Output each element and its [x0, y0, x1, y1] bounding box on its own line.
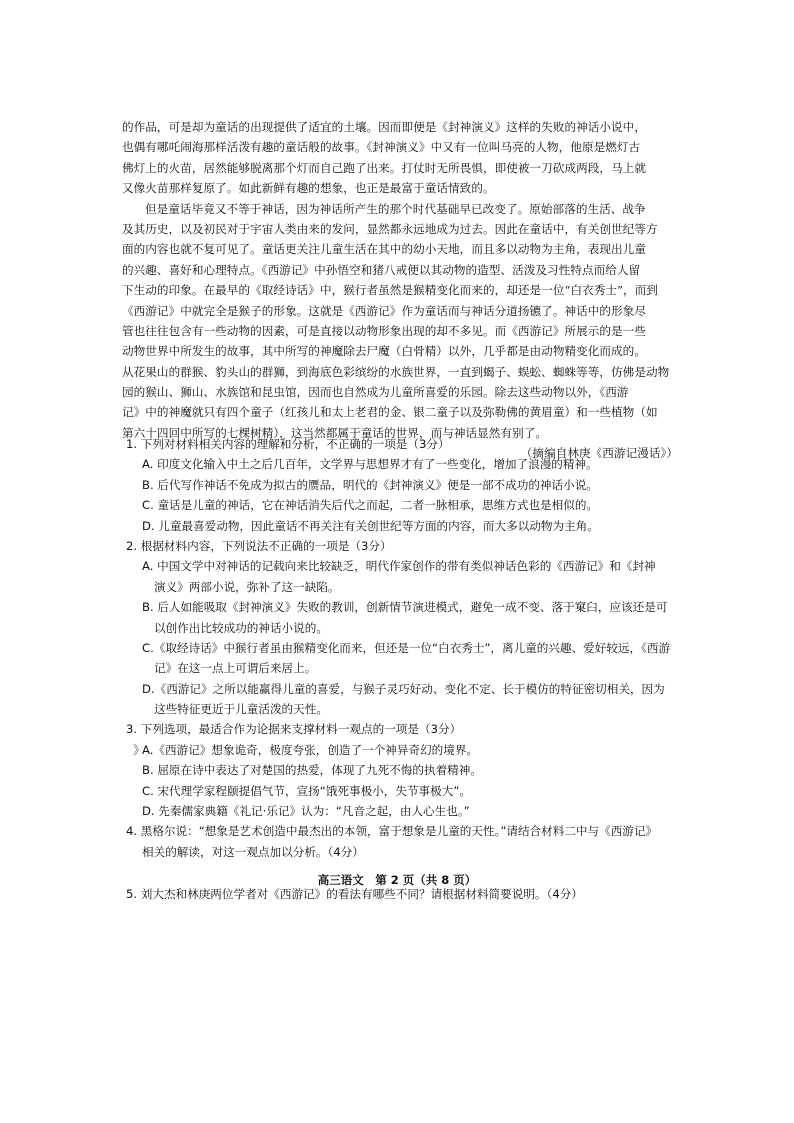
question-1-stem: 1. 下列对材料相关内容的理解和分析，不正确的一项是（3分）: [126, 437, 450, 451]
reading-passage: [122, 117, 678, 464]
passage-line: 及其历史，以及初民对于宇宙人类由来的发问，显然都永远地成为过去。因此在童话中，有关创世纪等方: [122, 221, 658, 236]
question-4-stem: 4. 黑格尔说：“想象是艺术创造中最杰出的本领，富于想象是儿童的天性。”请结合材料二中与《西游记》: [126, 824, 658, 839]
passage-line: 管也往往包含有一些动物的因素，可是直接以动物形象出现的却不多见。而《西游记》所展示的是一些: [122, 323, 646, 338]
passage-line: 下生动的印象。在最早的《取经诗话》中，猴行者虽然是猴精变化而来的，却还是一位“白衣秀士”，而到: [122, 283, 658, 298]
passage-line: 园的猴山、狮山、水族馆和昆虫馆，因而也自然成为儿童所喜爱的乐园。除去这些动物以外，《西游: [122, 385, 629, 400]
question-2-option-d-cont: 这些特征更近于儿童活泼的天性。: [154, 702, 328, 717]
question-3-option-d: D. 先秦儒家典籍《礼记·乐记》认为：“凡音之起，由人心生也。”: [142, 804, 470, 819]
passage-line: 第六十四回中所写的七棵树精），这当然都属于童话的世界，而与神话显然有别了。: [122, 425, 548, 440]
passage-line: 的兴趣、喜好和心理特点。《西游记》中孙悟空和猪八戒便以其动物的造型、活泼及习性特点而给人留: [122, 262, 641, 277]
question-3-option-c: C. 宋代理学家程颐提倡气节，宣扬“饿死事极小，失节事极大”。: [142, 783, 471, 798]
question-4-stem-cont: 相关的解读，对这一观点加以分析。（4分）: [142, 844, 364, 859]
question-2-option-b-cont: 以创作出比较成功的神话小说的。: [154, 620, 328, 635]
question-2-stem: 2. 根据材料内容，下列说法不正确的一项是（3分）: [126, 538, 392, 553]
question-3-stem: 3. 下列选项，最适合作为论据来支撑材料一观点的一项是（3分）: [126, 722, 462, 737]
passage-line: 动物世界中所发生的故事，其中所写的神魔除去尸魔（白骨精）以外，几乎都是由动物精变化而成的。: [122, 344, 646, 359]
passage-line: 又像火苗那样复原了。如此新鲜有趣的想象，也正是最富于童话情致的。: [122, 181, 495, 196]
question-1-option-c: C. 童话是儿童的神话，它在神话消失后代之而起，二者一脉相承，思维方式也是相似的。: [142, 498, 599, 513]
question-3-option-a: A.《西游记》想象诡奇，极度夸张，创造了一个神异奇幻的境界。: [142, 742, 479, 757]
question-2-option-a: A. 中国文学中对神话的记载向来比较缺乏，明代作家创作的带有类似神话色彩的《西游记》和《封神: [142, 559, 656, 574]
question-section: [122, 434, 678, 905]
question-2-option-c: C.《取经诗话》中猴行者虽由猴精变化而来，但还是一位“白衣秀士”，离儿童的兴趣、爱好较远，《西游: [142, 640, 671, 655]
passage-line: 但是童话毕竟又不等于神话，因为神话所产生的那个时代基础早已改变了。原始部落的生活、战争: [145, 201, 646, 216]
passage-line: 也偶有哪吒闹海那样活泼有趣的童话般的故事。《封神演义》中又有一位叫马亮的人物，他原是燃灯古: [122, 140, 641, 155]
handwritten-mark: 》: [133, 743, 146, 757]
question-1-option-d: D. 儿童最喜爱动物，因此童话不再关注有关创世纪等方面的内容，而大多以动物为主角。: [142, 518, 599, 533]
passage-line: 记》中的神魔就只有四个童子（红孩儿和太上老君的金、银二童子以及弥勒佛的黄眉童）和一些植物（如: [122, 405, 658, 420]
passage-source: （摘编自林庚《西游记漫话》）: [520, 446, 678, 461]
passage-line: 从花果山的群猴、豹头山的群狮，到海底色彩缤纷的水族世界，一直到蝎子、蜈蚣、蜘蛛等等，仿佛是动物: [122, 364, 670, 379]
question-1-option-a: A. 印度文化输入中土之后几百年，文学界与思想界才有了一些变化，增加了浪漫的精神。: [142, 457, 598, 472]
question-1-option-b: B. 后代写作神话不免成为拟古的赝品，明代的《封神演义》便是一部不成功的神话小说。: [142, 477, 598, 492]
question-2-option-c-cont: 记》在这一点上可谓后来居上。: [154, 661, 317, 676]
passage-line: 《西游记》中就完全是猴子的形象。这就是《西游记》作为童话而与神话分道扬镳了。神话中的形象尽: [122, 303, 646, 318]
question-3-option-b: B. 屈原在诗中表达了对楚国的热爱，体现了九死不悔的执着精神。: [142, 763, 482, 778]
page-footer: 高三语文 第 2 页（共 8 页）: [317, 873, 477, 887]
question-5-stem: 5. 刘大杰和林庚两位学者对《西游记》的看法有哪些不同？请根据材料简要说明。（4分）: [126, 887, 583, 902]
question-2-option-d: D.《西游记》之所以能赢得儿童的喜爱，与猴子灵巧好动、变化不定、长于模仿的特征密切相关，因为: [142, 681, 665, 696]
question-2-option-b: B. 后人如能吸取《封神演义》失败的教训，创新情节演进模式，避免一成不变、落于窠臼，应该还是可: [142, 600, 668, 615]
passage-line: 的作品，可是却为童话的出现提供了适宜的土壤。因而即便是《封神演义》这样的失败的神话小说中，: [122, 120, 646, 134]
passage-line: 面的内容也就不复可见了。童话更关注儿童生活在其中的幼小天地，而且多以动物为主角，表现出儿童: [122, 242, 646, 257]
passage-line: 佛灯上的火苗，居然能够脱离那个灯而自己跑了出来。打仗时无所畏惧，即使被一刀砍成两段，马上就: [122, 160, 646, 175]
question-2-option-a-cont: 演义》两部小说，弥补了这一缺陷。: [154, 579, 340, 594]
